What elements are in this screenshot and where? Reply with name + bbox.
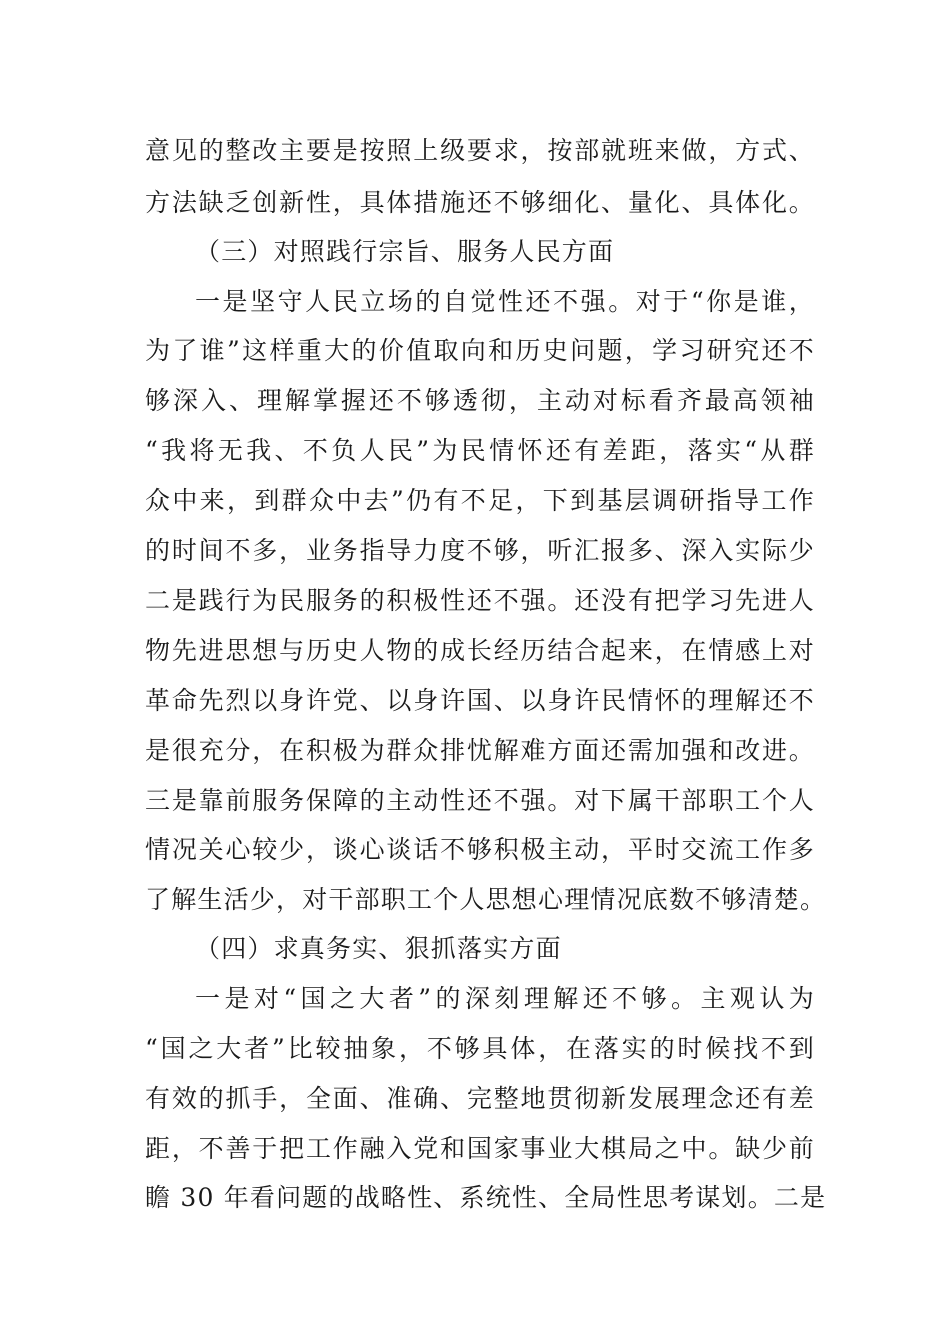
paragraph-first-line: 一是对“国之大者”的深刻理解还不够。主观认为: [195, 984, 815, 1013]
body-text-line: 三是靠前服务保障的主动性还不强。对下属干部职工个人: [145, 786, 815, 815]
body-text-line: 是很充分，在积极为群众排忧解难方面还需加强和改进。: [145, 736, 815, 765]
body-text-line: 为了谁”这样重大的价值取向和历史问题，学习研究还不: [145, 336, 815, 365]
section-heading-3: （三）对照践行宗旨、服务人民方面: [195, 237, 615, 266]
body-text-line: 够深入、理解掌握还不够透彻，主动对标看齐最高领袖: [145, 386, 815, 415]
body-text-line: 方法缺乏创新性，具体措施还不够细化、量化、具体化。: [145, 188, 815, 217]
body-text-line: 物先进思想与历史人物的成长经历结合起来，在情感上对: [145, 636, 815, 665]
body-text-line: 瞻 30 年看问题的战略性、系统性、全局性思考谋划。二是: [145, 1183, 827, 1212]
body-text-line: “我将无我、不负人民”为民情怀还有差距，落实“从群: [145, 436, 815, 465]
body-text-line: 意见的整改主要是按照上级要求，按部就班来做，方式、: [145, 136, 815, 165]
body-text-line: 距，不善于把工作融入党和国家事业大棋局之中。缺少前: [145, 1134, 815, 1163]
body-text-line: 有效的抓手，全面、准确、完整地贯彻新发展理念还有差: [145, 1084, 815, 1113]
body-text-line: 革命先烈以身许党、以身许国、以身许民情怀的理解还不: [145, 686, 815, 715]
paragraph-first-line: 一是坚守人民立场的自觉性还不强。对于“你是谁，: [195, 287, 815, 316]
body-text-line: 了解生活少，对干部职工个人思想心理情况底数不够清楚。: [145, 885, 827, 914]
section-heading-4: （四）求真务实、狠抓落实方面: [195, 934, 562, 963]
body-text-line: 二是践行为民服务的积极性还不强。还没有把学习先进人: [145, 586, 815, 615]
body-text-line: 的时间不多，业务指导力度不够，听汇报多、深入实际少: [145, 536, 815, 565]
body-text-line: 情况关心较少，谈心谈话不够积极主动，平时交流工作多: [145, 835, 815, 864]
body-text-line: 众中来，到群众中去”仍有不足，下到基层调研指导工作: [145, 486, 815, 515]
body-text-line: “国之大者”比较抽象，不够具体，在落实的时候找不到: [145, 1034, 815, 1063]
